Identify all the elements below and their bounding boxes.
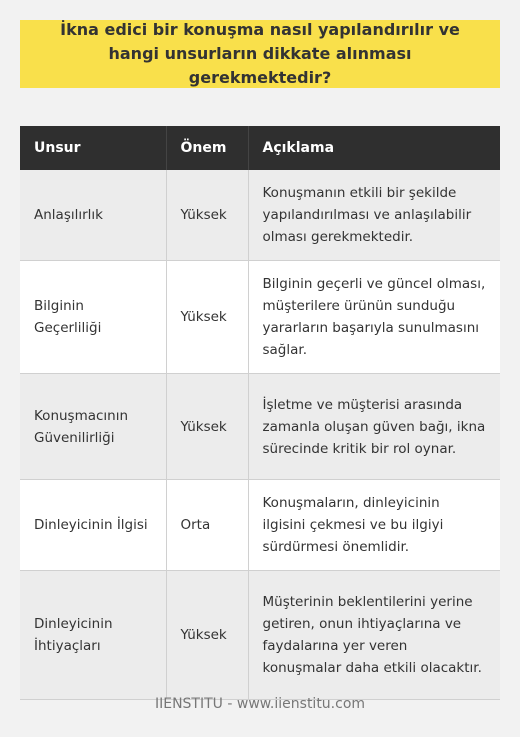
footer-source: IIENSTITU - www.iienstitu.com xyxy=(154,696,366,712)
elements-table xyxy=(20,126,500,700)
table-header-row xyxy=(20,126,500,170)
cell-onem: Yüksek xyxy=(166,170,248,261)
cell-unsur: Dinleyicinin İlgisi xyxy=(20,480,166,571)
cell-aciklama: Bilginin geçerli ve güncel olması, müşterilere ürünün sunduğu yararların başarıyla sunulmasını sağlar. xyxy=(248,261,500,374)
cell-unsur: Anlaşılırlık xyxy=(20,170,166,261)
cell-aciklama: Konuşmaların, dinleyicinin ilgisini çekmesi ve bu ilgiyi sürdürmesi önemlidir. xyxy=(248,480,500,571)
cell-aciklama: Müşterinin beklentilerini yerine getiren, onun ihtiyaçlarına ve faydalarına yer veren konuşmalar daha etkili olacaktır. xyxy=(248,571,500,700)
cell-onem: Yüksek xyxy=(166,261,248,374)
cell-onem: Orta xyxy=(166,480,248,571)
column-header-unsur: Unsur xyxy=(20,126,166,170)
column-header-aciklama: Açıklama xyxy=(248,126,500,170)
column-header-onem: Önem xyxy=(166,126,248,170)
cell-unsur: Bilginin Geçerliliği xyxy=(20,261,166,374)
cell-aciklama: İşletme ve müşterisi arasında zamanla oluşan güven bağı, ikna sürecinde kritik bir rol oynar. xyxy=(248,374,500,480)
table-row xyxy=(20,571,500,700)
cell-onem: Yüksek xyxy=(166,374,248,480)
cell-unsur: Konuşmacının Güvenilirliği xyxy=(20,374,166,480)
table-row xyxy=(20,374,500,480)
cell-unsur: Dinleyicinin İhtiyaçları xyxy=(20,571,166,700)
cell-onem: Yüksek xyxy=(166,571,248,700)
page-title: İkna edici bir konuşma nasıl yapılandırılır ve hangi unsurların dikkate alınması gerekmektedir? xyxy=(60,20,460,87)
table-row xyxy=(20,480,500,571)
table-row xyxy=(20,170,500,261)
table-row xyxy=(20,261,500,374)
cell-aciklama: Konuşmanın etkili bir şekilde yapılandırılması ve anlaşılabilir olması gerekmektedir. xyxy=(248,170,500,261)
title-banner xyxy=(20,20,500,88)
